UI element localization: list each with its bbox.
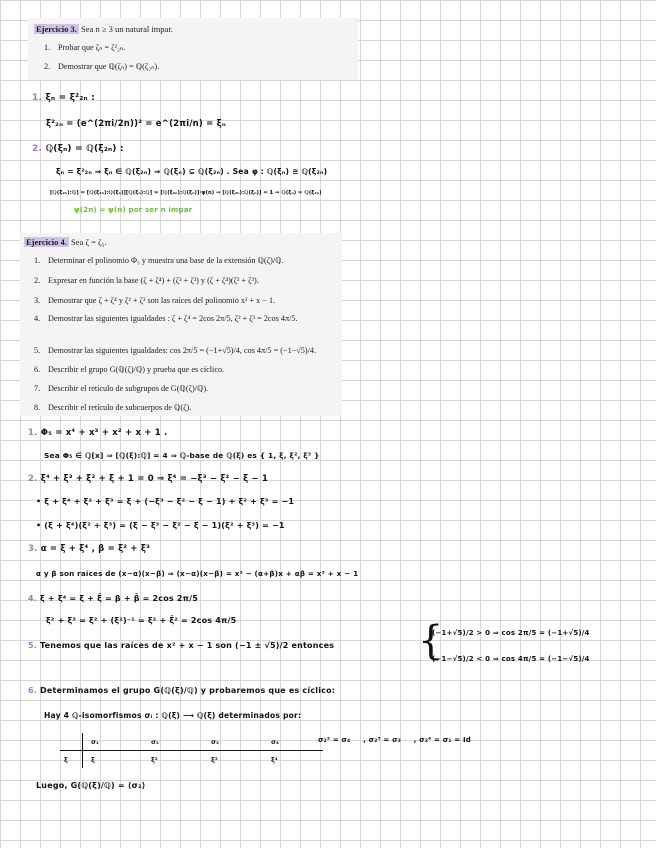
ex4-hw-conclusion: Luego, G(ℚ(ξ)/ℚ) = ⟨σ₂⟩ [36, 781, 146, 790]
table-cell-2: ξ² [151, 755, 158, 764]
ex3-hw-line-5: [ℚ(ξ₂ₙ):ℚ] = [ℚ(ξ₂ₙ):ℚ(ξₙ)][ℚ(ξₙ):ℚ] = [ℚ(ξ₂ₙ):ℚ(ξₙ)]·ψ(n) ⇒ [ℚ(ξ₂ₙ):ℚ(ξₙ)] = 1 ⇒ ℚ(ξₙ) = ℚ(ξ₂ₙ) [50, 190, 322, 196]
ex3-hw-line-3: 2. ℚ(ξₙ) = ℚ(ξ₂ₙ) : [32, 144, 124, 154]
ex3-hw-mark-1: 1. [32, 93, 43, 103]
ex4-hw-line-3: 2. ξ⁴ + ξ³ + ξ² + ξ + 1 = 0 ⇒ ξ⁴ = −ξ³ − ξ² − ξ − 1 [28, 474, 269, 484]
ex3-hw-note: ψ(2n) = ψ(n) por ser n impar [74, 206, 193, 214]
table-head-sigma-4: σ₄ [263, 733, 323, 751]
table-corner [60, 733, 83, 751]
ex4-hw-line-9: ξ² + ξ³ = ξ² + (ξ²)⁻¹ = ξ² + ξ̄² = 2cos 4π/5 [46, 616, 237, 625]
table-cell-4: ξ⁴ [271, 755, 278, 764]
ex4-heading [24, 237, 107, 247]
ex4-hw-mark-2: 2. [28, 474, 38, 484]
ex4-item-3: 3. Demostrar que ζ + ζ⁴ y ζ² + ζ³ son las raíces del polinomio x² + x − 1. [34, 296, 276, 305]
ex4-hw-case-1: (−1+√5)/2 > 0 ⇒ cos 2π/5 = (−1+√5)/4 [432, 629, 590, 637]
ex4-hw-line-6: 3. α = ξ + ξ⁴ , β = ξ² + ξ³ [28, 544, 151, 554]
ex4-hw-relations [318, 736, 471, 744]
ex4-hw-line-1: 1. Φ₅ = x⁴ + x³ + x² + x + 1 . [28, 428, 168, 438]
ex3-hw-mark-2: 2. [32, 144, 43, 154]
ex4-hw-line-5: • (ξ + ξ⁴)(ξ² + ξ³) = (ξ − ξ³ − ξ² − ξ − 1)(ξ² + ξ³) = −1 [36, 521, 285, 530]
ex4-label: Ejercicio 4. [26, 237, 67, 247]
table-row-label: ξ [60, 751, 83, 769]
ex3-item-2: 2. Demostrar que ℚ(ζₙ) = ℚ(ζ₂ₙ). [44, 62, 160, 71]
ex3-hw-line-4: ξₙ = ξ²₂ₙ ⇒ ξₙ ∈ ℚ(ξ₂ₙ) ⇒ ℚ(ξₙ) ⊆ ℚ(ξ₂ₙ) . Sea φ : ℚ(ξₙ) ≅ ℚ(ξ₂ₙ) [56, 167, 328, 176]
ex4-item-4: 4. Demostrar las siguientes igualdades : ζ + ζ⁴ = 2cos 2π/5, ζ² + ζ³ = 2cos 4π/5. [34, 314, 298, 323]
ex4-item-8: 8. Describir el retículo de subcuerpos de ℚ(ζ). [34, 403, 192, 412]
ex3-hw-line-1: 1. ξₙ = ξ²₂ₙ : [32, 93, 95, 103]
relation-1: σ₂² = σ₄ [318, 736, 351, 744]
ex4-item-7: 7. Describir el retículo de subgrupos de G(ℚ(ζ)/ℚ). [34, 384, 209, 393]
table-cell-3: ξ³ [211, 755, 218, 764]
ex4-hw-line-4: • ξ + ξ⁴ + ξ² + ξ³ = ξ + (−ξ³ − ξ² − ξ − 1) + ξ² + ξ³ = −1 [36, 497, 295, 506]
ex4-hw-mark-1: 1. [28, 428, 38, 438]
ex4-hw-mark-6: 6. [28, 686, 38, 695]
ex3-hw-line-2: ξ²₂ₙ = (e^(2πi/2n))² = e^(2πi/n) = ξₙ [46, 119, 226, 129]
table-cell-1: ξ [91, 755, 95, 764]
ex4-hw-case-2: (−1−√5)/2 < 0 ⇒ cos 4π/5 = (−1−√5)/4 [432, 655, 590, 663]
ex4-hw-mark-4: 4. [28, 594, 38, 603]
cases-brace: { [418, 618, 444, 664]
relation-3: , σ₂⁴ = σ₁ = Id [413, 736, 471, 744]
automorphism-table [60, 733, 323, 768]
table-head-sigma-3: σ₃ [203, 733, 263, 751]
table-head-sigma-2: σ₂ [143, 733, 203, 751]
ex4-item-6: 6. Describir el grupo G(ℚ(ζ)/ℚ) y prueba que es cíclico. [34, 365, 225, 374]
ex4-hw-line-7: α y β son raíces de (x−α)(x−β) ⇒ (x−α)(x−β) = x² − (α+β)x + αβ = x² + x − 1 [36, 569, 359, 578]
ex4-hw-line-2: Sea Φ₅ ∈ ℚ[x] ⇒ [ℚ(ξ):ℚ] = 4 ⇒ ℚ-base de ℚ(ξ) es { 1, ξ, ξ², ξ³ } [44, 451, 320, 460]
ex4-hw-line-10: 5. Tenemos que las raíces de x² + x − 1 son (−1 ± √5)/2 entonces [28, 641, 335, 650]
ex4-hw-mark-5: 5. [28, 641, 38, 650]
ex4-item-1: 1. Determinar el polinomio Φ₅ y muestra una base de la extensión ℚ(ζ)/ℚ. [34, 256, 284, 265]
ex4-statement: Sea ζ = ζ₅. [71, 237, 107, 247]
ex3-label: Ejercicio 3. [36, 24, 77, 34]
ex4-item-2: 2. Expresar en función la base (ζ + ζ⁴) + (ζ² + ζ³) y (ζ + ζ⁴)(ζ² + ζ³). [34, 276, 259, 285]
table-head-sigma-1: σ₁ [83, 733, 144, 751]
ex3-statement: Sea n ≥ 3 un natural impar. [81, 24, 173, 34]
ex4-hw-line-12: Hay 4 ℚ-isomorfismos σᵢ : ℚ(ξ) ⟶ ℚ(ξ) determinados por: [44, 711, 302, 720]
ex4-hw-line-8: 4. ξ + ξ⁴ = ξ + ξ̄ = β + β̄ = 2cos 2π/5 [28, 594, 199, 603]
ex3-heading [34, 24, 173, 34]
ex4-item-5: 5. Demostrar las siguientes igualdades: cos 2π/5 = (−1+√5)/4, cos 4π/5 = (−1−√5)/4. [34, 346, 317, 355]
ex3-item-1: 1. Probar que ζₙ = ζ²₂ₙ. [44, 43, 126, 52]
ex4-hw-mark-3: 3. [28, 544, 38, 554]
relation-2: , σ₂³ = σ₃ [363, 736, 402, 744]
ex4-hw-line-11: 6. Determinamos el grupo G(ℚ(ξ)/ℚ) y probaremos que es cíclico: [28, 686, 336, 695]
